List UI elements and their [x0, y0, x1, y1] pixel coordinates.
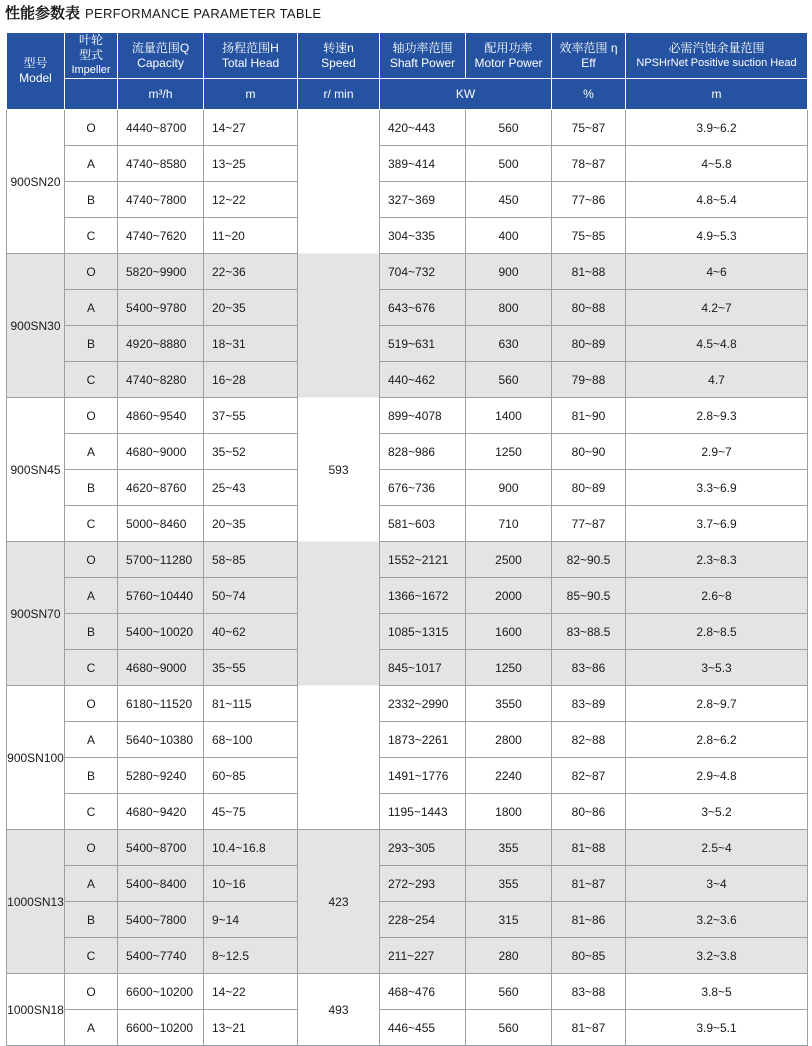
shaft-power-cell: 676~736 — [380, 470, 466, 506]
capacity-cell: 5640~10380 — [118, 722, 204, 758]
eff-cell: 80~85 — [552, 938, 626, 974]
motor-power-cell: 315 — [466, 902, 552, 938]
capacity-cell: 5280~9240 — [118, 758, 204, 794]
npsh-cell: 4~6 — [626, 254, 808, 290]
impeller-cell: B — [65, 758, 118, 794]
title-cn: 性能参数表 — [5, 4, 81, 22]
head-cell: 20~35 — [204, 290, 298, 326]
npsh-cell: 3~5.3 — [626, 650, 808, 686]
model-cell: 1000SN13 — [7, 830, 65, 974]
head-cell: 13~21 — [204, 1010, 298, 1046]
capacity-cell: 4860~9540 — [118, 398, 204, 434]
header-impeller: 叶轮 型式 Impeller — [65, 33, 118, 79]
impeller-cell: B — [65, 470, 118, 506]
impeller-cell: A — [65, 434, 118, 470]
eff-cell: 81~87 — [552, 866, 626, 902]
capacity-cell: 4680~9000 — [118, 434, 204, 470]
impeller-cell: C — [65, 218, 118, 254]
shaft-power-cell: 828~986 — [380, 434, 466, 470]
npsh-cell: 4~5.8 — [626, 146, 808, 182]
table-row — [7, 146, 808, 182]
impeller-cell: B — [65, 326, 118, 362]
head-cell: 22~36 — [204, 254, 298, 290]
table-row — [7, 290, 808, 326]
unit-capacity: m³/h — [118, 79, 204, 110]
eff-cell: 82~87 — [552, 758, 626, 794]
impeller-cell: B — [65, 182, 118, 218]
motor-power-cell: 560 — [466, 110, 552, 146]
impeller-cell: C — [65, 938, 118, 974]
head-cell: 11~20 — [204, 218, 298, 254]
npsh-cell: 3~5.2 — [626, 794, 808, 830]
eff-cell: 75~87 — [552, 110, 626, 146]
speed-cell: 493 — [298, 974, 380, 1046]
capacity-cell: 5400~10020 — [118, 614, 204, 650]
head-cell: 35~52 — [204, 434, 298, 470]
table-row — [7, 902, 808, 938]
table-row — [7, 254, 808, 290]
table-header — [7, 33, 808, 110]
head-cell: 68~100 — [204, 722, 298, 758]
shaft-power-cell: 1552~2121 — [380, 542, 466, 578]
shaft-power-cell: 440~462 — [380, 362, 466, 398]
table-row — [7, 182, 808, 218]
head-cell: 13~25 — [204, 146, 298, 182]
head-cell: 37~55 — [204, 398, 298, 434]
head-cell: 10.4~16.8 — [204, 830, 298, 866]
npsh-cell: 3.7~6.9 — [626, 506, 808, 542]
table-row — [7, 974, 808, 1010]
capacity-cell: 4740~7620 — [118, 218, 204, 254]
impeller-cell: A — [65, 722, 118, 758]
eff-cell: 80~89 — [552, 470, 626, 506]
header-model: 型号 Model — [7, 33, 65, 110]
shaft-power-cell: 581~603 — [380, 506, 466, 542]
motor-power-cell: 2500 — [466, 542, 552, 578]
shaft-power-cell: 389~414 — [380, 146, 466, 182]
npsh-cell: 4.5~4.8 — [626, 326, 808, 362]
head-cell: 50~74 — [204, 578, 298, 614]
shaft-power-cell: 1873~2261 — [380, 722, 466, 758]
npsh-cell: 2.8~8.5 — [626, 614, 808, 650]
impeller-cell: A — [65, 866, 118, 902]
impeller-cell: O — [65, 398, 118, 434]
shaft-power-cell: 1085~1315 — [380, 614, 466, 650]
capacity-cell: 4680~9420 — [118, 794, 204, 830]
motor-power-cell: 900 — [466, 470, 552, 506]
npsh-cell: 2.8~9.7 — [626, 686, 808, 722]
capacity-cell: 5760~10440 — [118, 578, 204, 614]
eff-cell: 82~90.5 — [552, 542, 626, 578]
npsh-cell: 3.2~3.6 — [626, 902, 808, 938]
impeller-cell: O — [65, 542, 118, 578]
header-shaft-power: 轴功率范围 Shaft Power — [380, 33, 466, 79]
impeller-cell: O — [65, 974, 118, 1010]
table-row — [7, 362, 808, 398]
table-row — [7, 830, 808, 866]
impeller-cell: C — [65, 506, 118, 542]
capacity-cell: 4620~8760 — [118, 470, 204, 506]
unit-power: KW — [380, 79, 552, 110]
eff-cell: 83~86 — [552, 650, 626, 686]
table-row — [7, 434, 808, 470]
npsh-cell: 2.8~9.3 — [626, 398, 808, 434]
npsh-cell: 3.9~5.1 — [626, 1010, 808, 1046]
table-row — [7, 506, 808, 542]
impeller-cell: O — [65, 110, 118, 146]
impeller-cell: B — [65, 614, 118, 650]
shaft-power-cell: 420~443 — [380, 110, 466, 146]
shaft-power-cell: 468~476 — [380, 974, 466, 1010]
head-cell: 12~22 — [204, 182, 298, 218]
shaft-power-cell: 1195~1443 — [380, 794, 466, 830]
head-cell: 35~55 — [204, 650, 298, 686]
eff-cell: 81~90 — [552, 398, 626, 434]
shaft-power-cell: 2332~2990 — [380, 686, 466, 722]
impeller-cell: A — [65, 290, 118, 326]
head-cell: 10~16 — [204, 866, 298, 902]
model-cell: 1000SN18 — [7, 974, 65, 1046]
model-cell: 900SN20 — [7, 110, 65, 254]
head-cell: 16~28 — [204, 362, 298, 398]
capacity-cell: 5000~8460 — [118, 506, 204, 542]
motor-power-cell: 710 — [466, 506, 552, 542]
impeller-cell: O — [65, 686, 118, 722]
capacity-cell: 4740~7800 — [118, 182, 204, 218]
eff-cell: 78~87 — [552, 146, 626, 182]
unit-speed: r/ min — [298, 79, 380, 110]
npsh-cell: 3.3~6.9 — [626, 470, 808, 506]
capacity-cell: 5400~8700 — [118, 830, 204, 866]
eff-cell: 77~86 — [552, 182, 626, 218]
head-cell: 20~35 — [204, 506, 298, 542]
capacity-cell: 4680~9000 — [118, 650, 204, 686]
shaft-power-cell: 211~227 — [380, 938, 466, 974]
motor-power-cell: 630 — [466, 326, 552, 362]
shaft-power-cell: 643~676 — [380, 290, 466, 326]
table-row — [7, 578, 808, 614]
motor-power-cell: 450 — [466, 182, 552, 218]
header-npsh: 必需汽蚀余量范围 NPSHrNet Positive suction Head — [626, 33, 808, 79]
head-cell: 81~115 — [204, 686, 298, 722]
motor-power-cell: 3550 — [466, 686, 552, 722]
motor-power-cell: 1250 — [466, 434, 552, 470]
table-row — [7, 1010, 808, 1046]
shaft-power-cell: 899~4078 — [380, 398, 466, 434]
motor-power-cell: 1600 — [466, 614, 552, 650]
impeller-cell: A — [65, 146, 118, 182]
model-cell: 900SN45 — [7, 398, 65, 542]
model-cell: 900SN70 — [7, 542, 65, 686]
table-row — [7, 758, 808, 794]
unit-npsh: m — [626, 79, 808, 110]
capacity-cell: 5820~9900 — [118, 254, 204, 290]
table-row — [7, 650, 808, 686]
capacity-cell: 5700~11280 — [118, 542, 204, 578]
table-row — [7, 398, 808, 434]
shaft-power-cell: 446~455 — [380, 1010, 466, 1046]
npsh-cell: 2.8~6.2 — [626, 722, 808, 758]
header-impeller-blank — [65, 79, 118, 110]
eff-cell: 81~87 — [552, 1010, 626, 1046]
eff-cell: 81~88 — [552, 830, 626, 866]
unit-eff: % — [552, 79, 626, 110]
speed-cell: 593 — [298, 110, 380, 830]
table-row — [7, 722, 808, 758]
eff-cell: 75~85 — [552, 218, 626, 254]
capacity-cell: 4920~8880 — [118, 326, 204, 362]
npsh-cell: 2.5~4 — [626, 830, 808, 866]
head-cell: 18~31 — [204, 326, 298, 362]
motor-power-cell: 1400 — [466, 398, 552, 434]
impeller-cell: C — [65, 794, 118, 830]
header-eff: 效率范围 η Eff — [552, 33, 626, 79]
npsh-cell: 4.2~7 — [626, 290, 808, 326]
impeller-cell: C — [65, 650, 118, 686]
motor-power-cell: 355 — [466, 866, 552, 902]
shaft-power-cell: 228~254 — [380, 902, 466, 938]
eff-cell: 80~89 — [552, 326, 626, 362]
eff-cell: 80~86 — [552, 794, 626, 830]
motor-power-cell: 2800 — [466, 722, 552, 758]
capacity-cell: 5400~7740 — [118, 938, 204, 974]
motor-power-cell: 560 — [466, 974, 552, 1010]
motor-power-cell: 500 — [466, 146, 552, 182]
capacity-cell: 6180~11520 — [118, 686, 204, 722]
title-en: PERFORMANCE PARAMETER TABLE — [85, 6, 322, 21]
table-row — [7, 326, 808, 362]
capacity-cell: 4740~8280 — [118, 362, 204, 398]
header-speed: 转速n Speed — [298, 33, 380, 79]
impeller-cell: O — [65, 254, 118, 290]
npsh-cell: 4.8~5.4 — [626, 182, 808, 218]
capacity-cell: 4440~8700 — [118, 110, 204, 146]
head-cell: 58~85 — [204, 542, 298, 578]
table-row — [7, 470, 808, 506]
head-cell: 8~12.5 — [204, 938, 298, 974]
shaft-power-cell: 293~305 — [380, 830, 466, 866]
eff-cell: 83~88.5 — [552, 614, 626, 650]
head-cell: 14~22 — [204, 974, 298, 1010]
motor-power-cell: 1250 — [466, 650, 552, 686]
motor-power-cell: 800 — [466, 290, 552, 326]
eff-cell: 80~90 — [552, 434, 626, 470]
model-cell: 900SN100 — [7, 686, 65, 830]
motor-power-cell: 280 — [466, 938, 552, 974]
shaft-power-cell: 304~335 — [380, 218, 466, 254]
capacity-cell: 6600~10200 — [118, 1010, 204, 1046]
impeller-cell: C — [65, 362, 118, 398]
motor-power-cell: 900 — [466, 254, 552, 290]
npsh-cell: 4.7 — [626, 362, 808, 398]
npsh-cell: 2.9~4.8 — [626, 758, 808, 794]
capacity-cell: 5400~9780 — [118, 290, 204, 326]
head-cell: 40~62 — [204, 614, 298, 650]
motor-power-cell: 2240 — [466, 758, 552, 794]
eff-cell: 83~89 — [552, 686, 626, 722]
motor-power-cell: 560 — [466, 1010, 552, 1046]
capacity-cell: 4740~8580 — [118, 146, 204, 182]
capacity-cell: 5400~7800 — [118, 902, 204, 938]
shaft-power-cell: 327~369 — [380, 182, 466, 218]
npsh-cell: 4.9~5.3 — [626, 218, 808, 254]
eff-cell: 81~88 — [552, 254, 626, 290]
head-cell: 14~27 — [204, 110, 298, 146]
table-row — [7, 938, 808, 974]
head-cell: 9~14 — [204, 902, 298, 938]
motor-power-cell: 2000 — [466, 578, 552, 614]
impeller-cell: A — [65, 1010, 118, 1046]
npsh-cell: 3.8~5 — [626, 974, 808, 1010]
shaft-power-cell: 1491~1776 — [380, 758, 466, 794]
npsh-cell: 2.9~7 — [626, 434, 808, 470]
header-head: 扬程范围H Total Head — [204, 33, 298, 79]
capacity-cell: 6600~10200 — [118, 974, 204, 1010]
motor-power-cell: 1800 — [466, 794, 552, 830]
unit-head: m — [204, 79, 298, 110]
eff-cell: 79~88 — [552, 362, 626, 398]
head-cell: 45~75 — [204, 794, 298, 830]
eff-cell: 77~87 — [552, 506, 626, 542]
shaft-power-cell: 1366~1672 — [380, 578, 466, 614]
eff-cell: 83~88 — [552, 974, 626, 1010]
page-title — [5, 2, 321, 24]
capacity-cell: 5400~8400 — [118, 866, 204, 902]
npsh-cell: 3~4 — [626, 866, 808, 902]
table-row — [7, 794, 808, 830]
head-cell: 60~85 — [204, 758, 298, 794]
motor-power-cell: 355 — [466, 830, 552, 866]
eff-cell: 80~88 — [552, 290, 626, 326]
table-body — [7, 110, 808, 1046]
shaft-power-cell: 704~732 — [380, 254, 466, 290]
npsh-cell: 2.6~8 — [626, 578, 808, 614]
motor-power-cell: 560 — [466, 362, 552, 398]
model-cell: 900SN30 — [7, 254, 65, 398]
table-row — [7, 866, 808, 902]
speed-cell: 423 — [298, 830, 380, 974]
table-row — [7, 686, 808, 722]
shaft-power-cell: 519~631 — [380, 326, 466, 362]
impeller-cell: B — [65, 902, 118, 938]
eff-cell: 82~88 — [552, 722, 626, 758]
eff-cell: 81~86 — [552, 902, 626, 938]
performance-table — [6, 32, 808, 1046]
npsh-cell: 2.3~8.3 — [626, 542, 808, 578]
eff-cell: 85~90.5 — [552, 578, 626, 614]
impeller-cell: O — [65, 830, 118, 866]
table-row — [7, 614, 808, 650]
table-row — [7, 110, 808, 146]
header-capacity: 流量范围Q Capacity — [118, 33, 204, 79]
npsh-cell: 3.2~3.8 — [626, 938, 808, 974]
shaft-power-cell: 272~293 — [380, 866, 466, 902]
table-row — [7, 218, 808, 254]
impeller-cell: A — [65, 578, 118, 614]
motor-power-cell: 400 — [466, 218, 552, 254]
npsh-cell: 3.9~6.2 — [626, 110, 808, 146]
shaft-power-cell: 845~1017 — [380, 650, 466, 686]
header-motor-power: 配用功率 Motor Power — [466, 33, 552, 79]
table-row — [7, 542, 808, 578]
head-cell: 25~43 — [204, 470, 298, 506]
